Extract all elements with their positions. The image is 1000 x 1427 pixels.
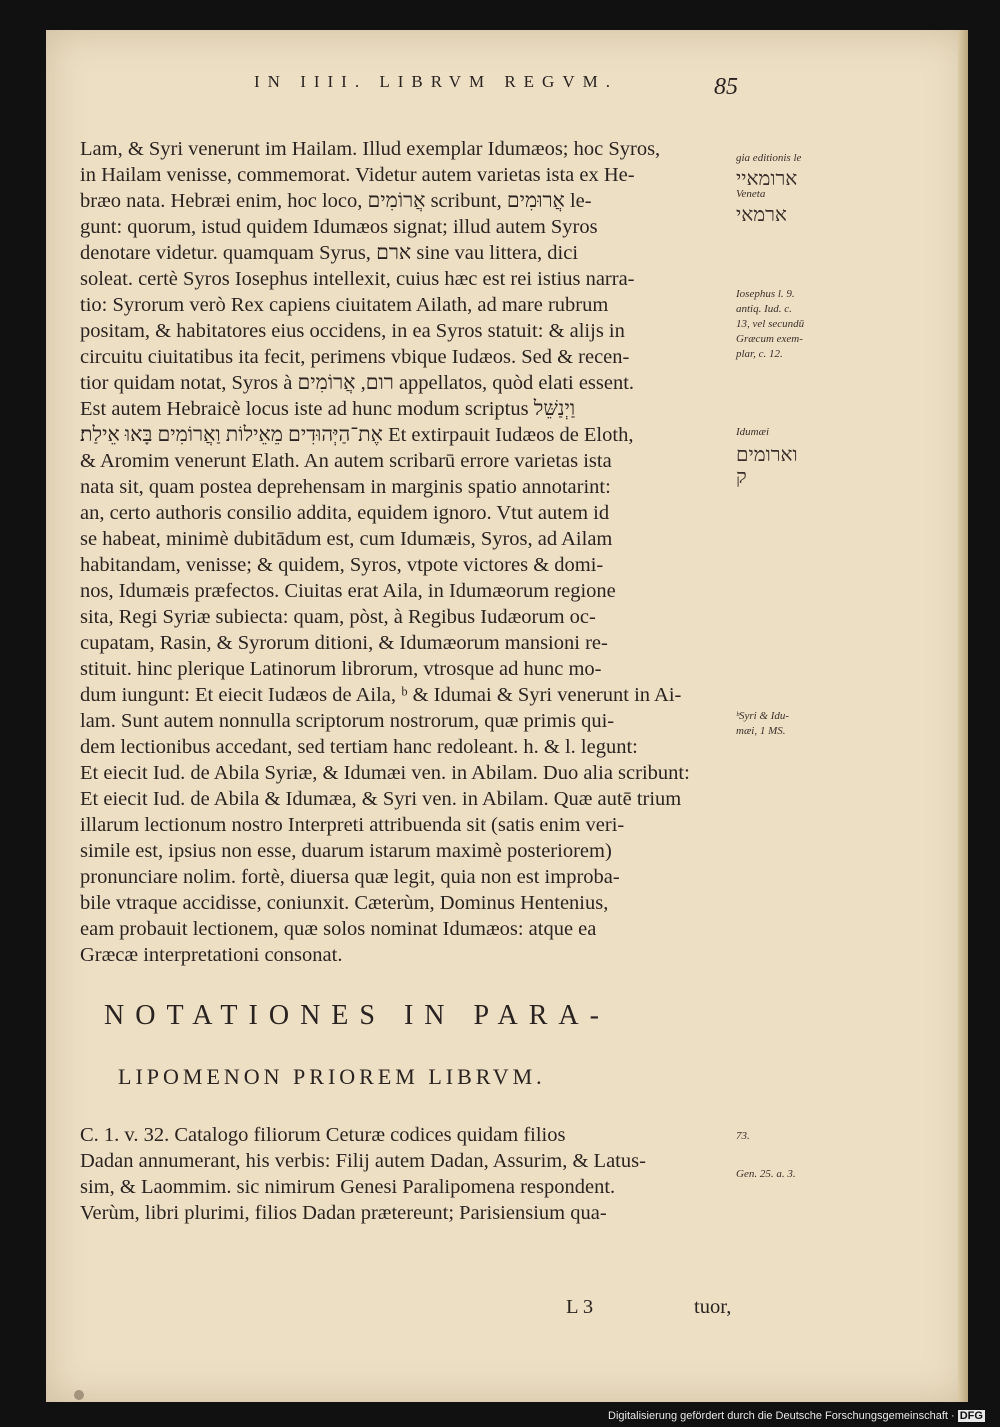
digitization-footer: [608, 1410, 985, 1422]
margin-note: Gen. 25. a. 3.: [736, 1168, 796, 1180]
text-line: soleat. certè Syros Iosephus intellexit, cuius hæc est rei istius narra-: [80, 268, 635, 290]
text-line: habitandam, venisse; & quidem, Syros, vtpote victores & domi-: [80, 554, 604, 576]
text-line: Et eiecit Iud. de Abila Syriæ, & Idumæi ven. in Abilam. Duo alia scribunt:: [80, 762, 690, 784]
text-line: stituit. hinc plerique Latinorum librorum, vtrosque ad hunc mo-: [80, 658, 602, 680]
margin-note: mæi, 1 MS.: [736, 725, 786, 737]
margin-note: 13, vel secundū: [736, 318, 805, 330]
text-line: pronunciare nolim. fortè, diuersa quæ legit, quia non est improba-: [80, 866, 620, 888]
text-line: אֶת־הַיְּהוּדִים מֵאֵילוֹת וַאֲרוֹמִים בָּאוּ אֵילַת׃ Et extirpauit Iudæos de Eloth,: [80, 424, 634, 446]
text-line: lam. Sunt autem nonnulla scriptorum nostrorum, quæ primis qui-: [80, 710, 615, 732]
text-line: Lam, & Syri venerunt im Hailam. Illud exemplar Idumæos; hoc Syros,: [80, 138, 661, 160]
margin-note: plar, c. 12.: [736, 348, 783, 360]
text-line: gunt: quorum, istud quidem Idumæos signat; illud autem Syros: [80, 216, 598, 238]
text-line: nata sit, quam postea deprehensam in marginis spatio annotarint:: [80, 476, 611, 498]
catchword: tuor,: [694, 1296, 732, 1318]
text-line: Dadan annumerant, his verbis: Filij autem Dadan, Assurim, & Latus-: [80, 1150, 646, 1172]
signature-mark: L 3: [566, 1296, 594, 1318]
text-line: denotare videtur. quamquam Syrus, ארם sine vau littera, dici: [80, 242, 579, 264]
footer-text: Digitalisierung gefördert durch die Deutsche Forschungsgemeinschaft ·: [608, 1410, 955, 1422]
margin-note: antiq. Iud. c.: [736, 303, 792, 315]
text-line: bræo nata. Hebræi enim, hoc loco, אֲרוֹמִים scribunt, אֲרוּמִים le-: [80, 190, 592, 212]
margin-note: Græcum exem-: [736, 333, 803, 345]
text-line: Verùm, libri plurimi, filios Dadan prætereunt; Parisiensium qua-: [80, 1202, 607, 1224]
text-line: Est autem Hebraicè locus iste ad hunc modum scriptus וַיְנַשֵּׁל: [80, 398, 576, 420]
text-line: bile vtraque accidisse, coniunxit. Cæterùm, Dominus Hentenius,: [80, 892, 609, 914]
section-heading-line1: NOTATIONES IN PARA-: [104, 1000, 610, 1031]
margin-note: Veneta: [736, 188, 766, 200]
text-line: Græcæ interpretationi consonat.: [80, 944, 343, 966]
text-line: circuitu ciuitatibus ita fecit, perimens vbique Iudæos. Sed & recen-: [80, 346, 630, 368]
text-line: positam, & habitatores eius occidens, in ea Syros statuit: & alijs in: [80, 320, 625, 342]
text-line: tior quidam notat, Syros à רום, אֲרוֹמִים appellatos, quòd elati essent.: [80, 372, 635, 394]
margin-note: ᵇSyri & Idu-: [736, 710, 790, 722]
text-line: sim, & Laommim. sic nimirum Genesi Paralipomena respondent.: [80, 1176, 616, 1198]
ink-spot: [74, 1390, 84, 1400]
margin-note: Idumæi: [736, 426, 769, 438]
text-line: cupatam, Rasin, & Syrorum ditioni, & Idumæorum mansioni re-: [80, 632, 608, 654]
text-line: in Hailam venisse, commemorat. Videtur autem varietas ista ex He-: [80, 164, 635, 186]
text-line: se habeat, minimè dubitādum est, cum Idumæis, Syros, ad Ailam: [80, 528, 613, 550]
section-heading-line2: LIPOMENON PRIOREM LIBRVM.: [118, 1064, 546, 1089]
page-number: 85: [714, 74, 738, 100]
dfg-logo: DFG: [959, 1410, 983, 1422]
text-line: dum iungunt: Et eiecit Iudæos de Aila, ᵇ & Idumai & Syri venerunt in Ai-: [80, 684, 682, 706]
text-line: simile est, ipsius non esse, duarum istarum maximè posteriorem): [80, 840, 612, 862]
text-line: C. 1. v. 32. Catalogo filiorum Ceturæ codices quidam filios: [80, 1124, 566, 1146]
text-line: an, certo authoris consilio addita, equidem ignoro. Vtut autem id: [80, 502, 610, 524]
margin-note: וארומים: [736, 444, 798, 466]
text-line: illarum lectionum nostro Interpreti attribuenda sit (satis enim veri-: [80, 814, 625, 836]
text-line: dem lectionibus accedant, sed tertiam hanc redoleant. h. & l. legunt:: [80, 736, 638, 758]
book-page: [46, 30, 968, 1402]
margin-note: ארמאי: [736, 204, 787, 226]
text-line: tio: Syrorum verò Rex capiens ciuitatem Ailath, ad mare rubrum: [80, 294, 609, 316]
margin-note: Iosephus l. 9.: [736, 288, 795, 300]
margin-note: ק: [736, 466, 747, 488]
margin-note: ארומאיי: [736, 168, 798, 190]
text-line: Et eiecit Iud. de Abila & Idumæa, & Syri ven. in Abilam. Quæ autē trium: [80, 788, 682, 810]
text-line: sita, Regi Syriæ subiecta: quam, pòst, à Regibus Iudæorum oc-: [80, 606, 596, 628]
text-line: nos, Idumæis præfectos. Ciuitas erat Aila, in Idumæorum regione: [80, 580, 616, 602]
text-line: & Aromim venerunt Elath. An autem scribarū errore varietas ista: [80, 450, 612, 472]
margin-note: gia editionis le: [736, 152, 802, 164]
running-head: IN IIII. LIBRVM REGVM.: [254, 72, 618, 91]
margin-note: 73.: [736, 1130, 750, 1142]
text-line: eam probauit lectionem, quæ solos nominat Idumæos: atque ea: [80, 918, 597, 940]
